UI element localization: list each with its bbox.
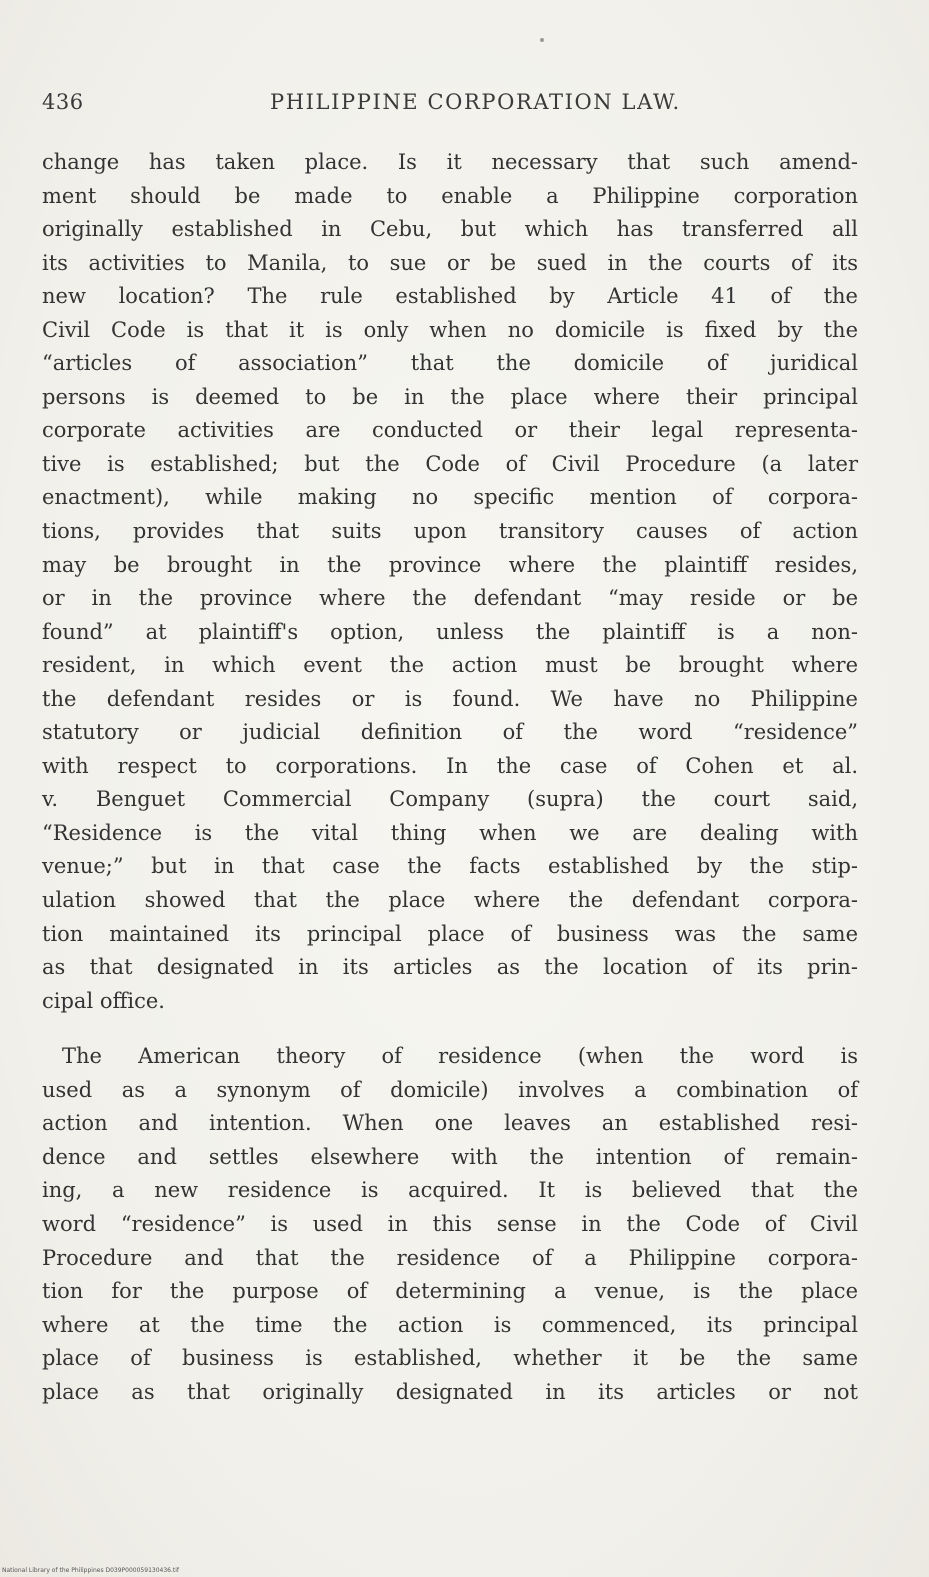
scan-speck — [540, 38, 544, 42]
text-line: ment should be made to enable a Philippine corporation — [42, 183, 858, 208]
text-line: the defendant resides or is found. We have no Philippine — [42, 686, 858, 711]
text-line: The American theory of residence (when the word is — [62, 1044, 858, 1069]
page-header — [42, 90, 862, 124]
text-line: statutory or judicial definition of the word “residence” — [42, 720, 858, 745]
text-line: with respect to corporations. In the case of Cohen et al. — [42, 753, 858, 778]
text-line: tions, provides that suits upon transitory causes of action — [42, 519, 858, 544]
text-line: may be brought in the province where the plaintiff resides, — [42, 552, 858, 577]
text-line: where at the time the action is commenced, its principal — [42, 1312, 858, 1337]
text-line: Civil Code is that it is only when no domicile is fixed by the — [42, 317, 858, 342]
text-line: used as a synonym of domicile) involves a combination of — [42, 1077, 858, 1102]
text-line: tion for the purpose of determining a venue, is the place — [42, 1279, 858, 1304]
page-number: 436 — [42, 90, 84, 114]
text-line: place as that originally designated in its articles or not — [42, 1379, 858, 1404]
text-line: action and intention. When one leaves an established resi- — [42, 1111, 858, 1136]
text-line: venue;” but in that case the facts established by the stip- — [42, 854, 858, 879]
text-line: found” at plaintiff's option, unless the plaintiff is a non- — [42, 619, 858, 644]
text-line: “articles of association” that the domicile of juridical — [42, 351, 858, 376]
text-line: ing, a new residence is acquired. It is believed that the — [42, 1178, 858, 1203]
body-text — [42, 146, 858, 1409]
paragraph-1 — [42, 146, 858, 1018]
text-line: originally established in Cebu, but which has transferred all — [42, 217, 858, 242]
text-line: dence and settles elsewhere with the intention of remain- — [42, 1144, 858, 1169]
text-line: tive is established; but the Code of Civil Procedure (a later — [42, 451, 858, 476]
text-line: new location? The rule established by Article 41 of the — [42, 284, 858, 309]
text-line: persons is deemed to be in the place where their principal — [42, 384, 858, 409]
text-line: change has taken place. Is it necessary that such amend- — [42, 150, 858, 174]
text-line: ulation showed that the place where the defendant corpora- — [42, 888, 858, 913]
text-line: enactment), while making no specific mention of corpora- — [42, 485, 858, 510]
text-line: place of business is established, whether it be the same — [42, 1346, 858, 1371]
text-line: “Residence is the vital thing when we are dealing with — [42, 820, 858, 845]
text-line: corporate activities are conducted or their legal representa- — [42, 418, 858, 443]
scan-attribution: National Library of the Philippines D039P000059130436.tif — [2, 1567, 180, 1574]
text-line: v. Benguet Commercial Company (supra) the court said, — [42, 787, 858, 812]
text-line: Procedure and that the residence of a Philippine corpora- — [42, 1245, 858, 1270]
text-line: resident, in which event the action must be brought where — [42, 653, 858, 678]
paragraph-gap — [42, 1018, 858, 1040]
text-line: tion maintained its principal place of business was the same — [42, 921, 858, 946]
text-line: as that designated in its articles as the location of its prin- — [42, 955, 858, 980]
paragraph-2 — [42, 1040, 858, 1409]
text-line: or in the province where the defendant “may reside or be — [42, 586, 858, 611]
running-head: PHILIPPINE CORPORATION LAW. — [270, 90, 681, 114]
text-line: word “residence” is used in this sense in the Code of Civil — [42, 1211, 858, 1236]
text-line: cipal office. — [42, 988, 165, 1013]
text-line: its activities to Manila, to sue or be sued in the courts of its — [42, 250, 858, 275]
